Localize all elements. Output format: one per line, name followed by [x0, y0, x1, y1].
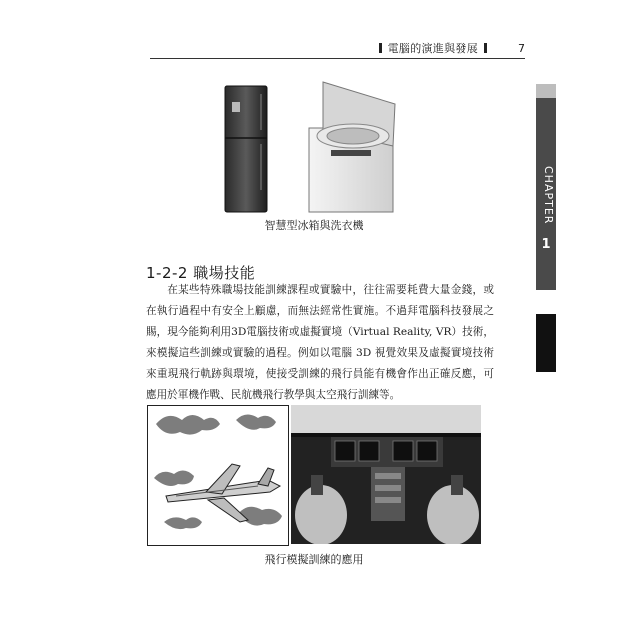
body-paragraph-container: [146, 280, 494, 406]
appliances-caption: 智慧型冰箱與洗衣機: [264, 219, 364, 232]
chapter-tab-strip: [536, 84, 556, 98]
header-rule: [150, 58, 525, 59]
simulation-caption: 飛行模擬訓練的應用: [264, 553, 364, 566]
page-number: 7: [518, 42, 525, 55]
chapter-number: 1: [541, 237, 551, 252]
cockpit-photo: [291, 405, 481, 544]
running-header: [150, 41, 525, 57]
washing-machine-image: [309, 82, 395, 212]
body-paragraph: 在某些特殊職場技能訓練課程或實驗中，往往需要耗費大量金錢，或在執行過程中有安全上顧慮，而無法經常性實施。不過拜電腦科技發展之賜，現今能夠利用3D電腦技術或虛擬實境（Virtual Reality, VR）技術，來模擬這些訓練或實驗的過程。例如以電腦 3D 視覺效果及虛擬實境技術來重現飛行軌跡與環境，使接受訓練的飛行員能有機會作出正確反應，可應用於軍機作戰、民航機飛行教學與太空飛行訓練等。: [146, 284, 494, 401]
refrigerator-image: [225, 86, 267, 212]
cartoon-airplane-illustration: [147, 405, 289, 546]
chapter-number-block: [536, 314, 556, 372]
chapter-label: CHAPTER: [542, 165, 555, 225]
header-title: 電腦的演進與發展: [373, 41, 493, 57]
appliances-photo: [219, 80, 409, 214]
section-heading: 1-2-2 職場技能: [146, 264, 256, 282]
